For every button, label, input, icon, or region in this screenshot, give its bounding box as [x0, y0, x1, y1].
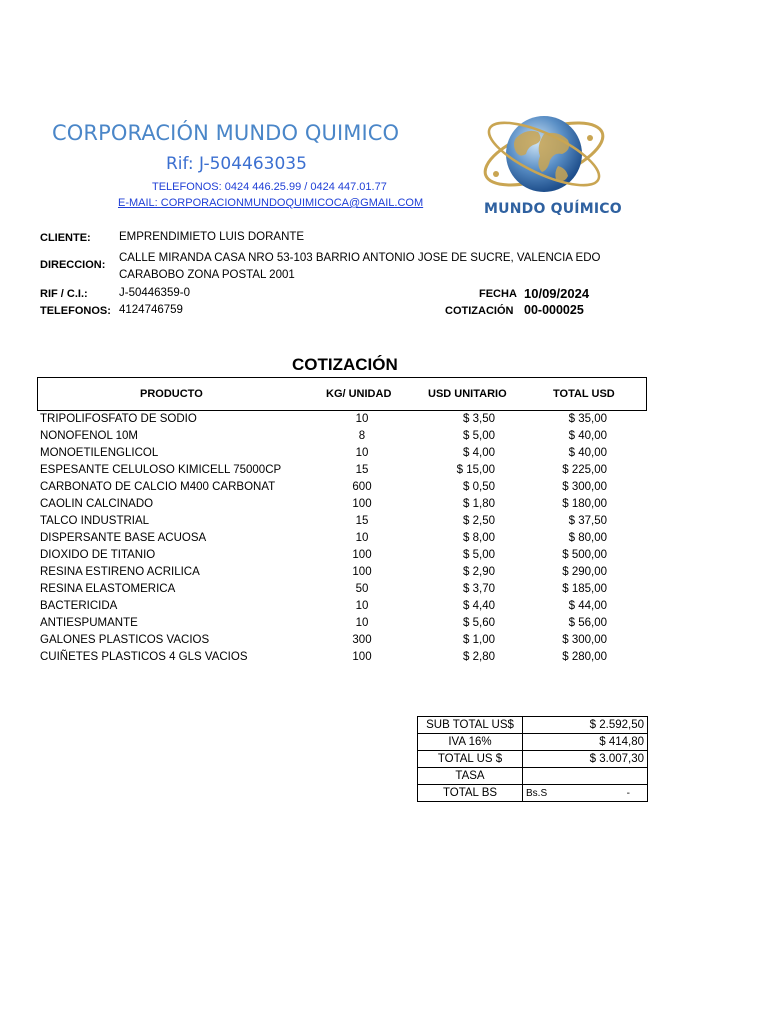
table-row	[0, 600, 768, 617]
logo-text: MUNDO QUÍMICO	[484, 201, 622, 217]
tasa-label: TASA	[418, 768, 523, 785]
table-row	[0, 515, 768, 532]
product-name: CAOLIN CALCINADO	[40, 498, 154, 510]
product-total: $ 500,00	[562, 549, 607, 561]
table-row	[0, 498, 768, 515]
subtotal-label: SUB TOTAL US$	[418, 717, 523, 734]
product-name: RESINA ESTIRENO ACRILICA	[40, 566, 200, 578]
product-name: CUIÑETES PLASTICOS 4 GLS VACIOS	[40, 651, 248, 663]
product-qty: 10	[355, 617, 369, 629]
product-unit-price: $ 5,00	[463, 430, 495, 442]
product-name: ANTIESPUMANTE	[40, 617, 138, 629]
product-name: MONOETILENGLICOL	[40, 447, 159, 459]
column-header-total: TOTAL USD	[553, 388, 615, 400]
client-value: EMPRENDIMIETO LUIS DORANTE	[119, 231, 305, 243]
product-qty: 8	[358, 430, 366, 442]
rif-label: RIF / C.I.:	[40, 288, 88, 300]
product-qty: 15	[355, 464, 369, 476]
product-unit-price: $ 2,50	[463, 515, 495, 527]
product-qty: 600	[352, 481, 372, 493]
table-row	[0, 532, 768, 549]
quote-number-label: COTIZACIÓN	[445, 305, 514, 317]
total-bs-label: TOTAL BS	[418, 785, 523, 802]
product-name: RESINA ELASTOMERICA	[40, 583, 176, 595]
product-unit-price: $ 1,80	[463, 498, 495, 510]
column-header-product: PRODUCTO	[140, 388, 203, 400]
product-total: $ 80,00	[568, 532, 607, 544]
tasa-value	[523, 768, 648, 785]
product-qty: 300	[352, 634, 372, 646]
product-qty: 15	[355, 515, 369, 527]
product-total: $ 180,00	[562, 498, 607, 510]
product-unit-price: $ 8,00	[463, 532, 495, 544]
total-us-value: $ 3.007,30	[523, 751, 648, 768]
quote-number-value: 00-000025	[524, 303, 584, 317]
total-bs-cell	[523, 785, 648, 802]
product-total: $ 40,00	[568, 447, 607, 459]
product-unit-price: $ 4,00	[463, 447, 495, 459]
iva-value: $ 414,80	[523, 734, 648, 751]
product-total: $ 37,50	[568, 515, 607, 527]
total-bs-value: -	[626, 787, 630, 799]
phones-label: TELEFONOS:	[40, 305, 111, 317]
product-name: DISPERSANTE BASE ACUOSA	[40, 532, 207, 544]
product-total: $ 56,00	[568, 617, 607, 629]
total-bs-row	[418, 785, 648, 802]
subtotal-row	[418, 717, 648, 734]
tasa-row	[418, 768, 648, 785]
product-qty: 100	[352, 566, 372, 578]
product-total: $ 40,00	[568, 430, 607, 442]
product-unit-price: $ 2,80	[463, 651, 495, 663]
table-row	[0, 566, 768, 583]
iva-row	[418, 734, 648, 751]
product-qty: 100	[352, 549, 372, 561]
table-row	[0, 481, 768, 498]
product-unit-price: $ 15,00	[456, 464, 495, 476]
product-total: $ 225,00	[562, 464, 607, 476]
total-us-row	[418, 751, 648, 768]
product-unit-price: $ 1,00	[463, 634, 495, 646]
product-qty: 10	[355, 600, 369, 612]
product-total: $ 44,00	[568, 600, 607, 612]
table-row	[0, 447, 768, 464]
product-qty: 50	[355, 583, 369, 595]
product-qty: 10	[355, 413, 369, 425]
table-row	[0, 464, 768, 481]
product-unit-price: $ 2,90	[463, 566, 495, 578]
phones-value: 4124746759	[119, 304, 183, 316]
product-name: TALCO INDUSTRIAL	[40, 515, 150, 527]
totals-table	[417, 716, 648, 802]
product-name: BACTERICIDA	[40, 600, 118, 612]
client-label: CLIENTE:	[40, 232, 91, 244]
company-email-link[interactable]: E-MAIL: CORPORACIONMUNDOQUIMICOCA@GMAIL.COM	[118, 197, 424, 209]
product-name: DIOXIDO DE TITANIO	[40, 549, 156, 561]
table-row	[0, 583, 768, 600]
product-unit-price: $ 0,50	[463, 481, 495, 493]
rif-value: J-50446359-0	[119, 287, 190, 299]
product-unit-price: $ 5,00	[463, 549, 495, 561]
address-line2: CARABOBO ZONA POSTAL 2001	[119, 269, 295, 281]
table-row	[0, 549, 768, 566]
table-row	[0, 634, 768, 651]
iva-label: IVA 16%	[418, 734, 523, 751]
product-qty: 10	[355, 447, 369, 459]
product-total: $ 280,00	[562, 651, 607, 663]
product-name: GALONES PLASTICOS VACIOS	[40, 634, 210, 646]
address-line1: CALLE MIRANDA CASA NRO 53-103 BARRIO ANTONIO JOSE DE SUCRE, VALENCIA EDO	[119, 252, 601, 264]
product-total: $ 300,00	[562, 481, 607, 493]
address-label: DIRECCION:	[40, 259, 106, 271]
column-header-qty: KG/ UNIDAD	[326, 388, 392, 400]
company-rif: Rif: J-504463035	[166, 154, 307, 174]
product-name: NONOFENOL 10M	[40, 430, 138, 442]
product-total: $ 35,00	[568, 413, 607, 425]
table-row	[0, 413, 768, 430]
product-qty: 100	[352, 651, 372, 663]
product-unit-price: $ 3,50	[463, 413, 495, 425]
table-row	[0, 651, 768, 668]
product-total: $ 185,00	[562, 583, 607, 595]
table-row	[0, 430, 768, 447]
total-us-label: TOTAL US $	[418, 751, 523, 768]
product-name: ESPESANTE CELULOSO KIMICELL 75000CP	[40, 464, 282, 476]
company-name: CORPORACIÓN MUNDO QUIMICO	[52, 121, 400, 145]
product-unit-price: $ 3,70	[463, 583, 495, 595]
product-total: $ 290,00	[562, 566, 607, 578]
product-total: $ 300,00	[562, 634, 607, 646]
company-phones: TELEFONOS: 0424 446.25.99 / 0424 447.01.77	[152, 181, 387, 193]
product-name: TRIPOLIFOSFATO DE SODIO	[40, 413, 197, 425]
subtotal-value: $ 2.592,50	[523, 717, 648, 734]
product-unit-price: $ 4,40	[463, 600, 495, 612]
product-name: CARBONATO DE CALCIO M400 CARBONAT	[40, 481, 276, 493]
total-bs-currency: Bs.S	[526, 787, 548, 799]
product-qty: 10	[355, 532, 369, 544]
product-unit-price: $ 5,60	[463, 617, 495, 629]
quote-title: COTIZACIÓN	[292, 355, 398, 374]
date-value: 10/09/2024	[524, 286, 590, 301]
date-label: FECHA	[479, 288, 517, 300]
column-header-unit-price: USD UNITARIO	[428, 388, 507, 400]
table-row	[0, 617, 768, 634]
product-qty: 100	[352, 498, 372, 510]
